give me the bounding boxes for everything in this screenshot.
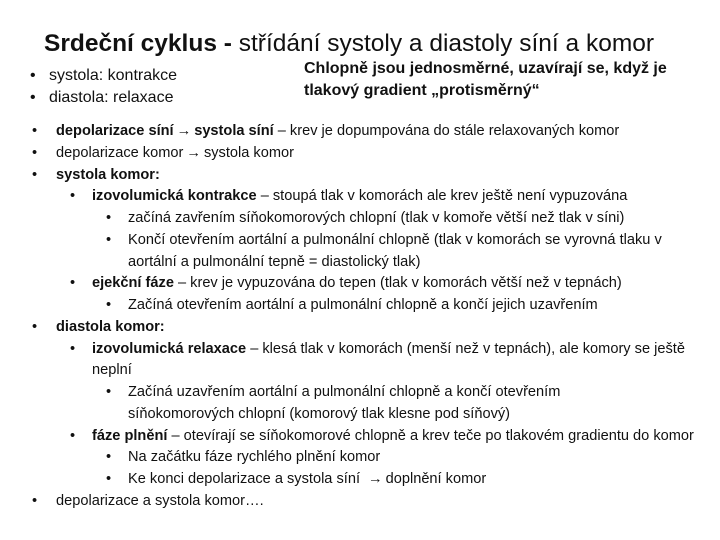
list-item xyxy=(30,87,177,109)
arrow-icon: → xyxy=(186,144,201,161)
bullet: • xyxy=(32,166,38,183)
bullet: • xyxy=(106,297,112,313)
definition-diastole: diastola: relaxace xyxy=(48,89,174,106)
bullet: • xyxy=(32,123,38,139)
bullet: • xyxy=(32,492,38,509)
ventricular-diastole-heading: diastola komor: xyxy=(56,318,165,335)
list-item-text: Ke konci depolarizace a systola síní xyxy=(128,471,361,487)
list-item-text: Končí otevřením aortální a pulmonální chlopně (tlak v komorách se vyrovná tlaku v aortální a pulmonální tepně = diastolický tlak) xyxy=(128,231,662,270)
isovolumic-relaxation: izovolumická relaxace xyxy=(92,340,247,357)
list-item xyxy=(0,339,716,383)
ventricular-depolarization: depolarizace komor xyxy=(56,144,184,161)
list-item xyxy=(0,469,720,491)
bullet: • xyxy=(106,210,112,226)
list-item xyxy=(0,186,720,208)
bullet: • xyxy=(106,384,112,400)
ventricular-systole-heading: systola komor: xyxy=(56,166,160,183)
list-item xyxy=(0,208,720,230)
isovolumic-contraction: izovolumická kontrakce xyxy=(92,188,257,205)
ejection-phase: ejekční fáze xyxy=(92,275,174,292)
systole-diastole-definitions xyxy=(30,65,177,109)
list-item xyxy=(0,165,720,187)
list-item xyxy=(0,143,720,165)
cardiac-cycle-list xyxy=(0,121,720,513)
filling-phase: fáze plnění xyxy=(92,427,168,444)
bullet: • xyxy=(106,231,112,248)
title-bold-part: Srdeční cyklus - xyxy=(44,30,232,57)
isovolumic-contraction-desc: – stoupá tlak v komorách ale krev ještě není vypuzována xyxy=(256,188,628,205)
isovolumic-relaxation-desc: – klesá tlak v komorách (menší než v tepnách), ale komory se ještě neplní xyxy=(92,340,685,379)
list-item xyxy=(0,295,720,317)
bullet: • xyxy=(70,275,76,292)
list-item-text: doplnění komor xyxy=(385,471,487,487)
list-item xyxy=(0,491,720,513)
arrow-icon: → xyxy=(176,123,192,139)
bullet: • xyxy=(32,144,38,161)
bullet: • xyxy=(70,427,76,444)
title-rest: střídání systoly a diastoly síní a komor xyxy=(231,30,655,57)
list-item xyxy=(30,65,177,87)
bullet: • xyxy=(106,471,112,487)
list-item xyxy=(0,230,688,274)
atrial-depolarization: depolarizace síní xyxy=(56,123,174,139)
bullet: • xyxy=(30,89,36,106)
bullet: • xyxy=(30,67,36,84)
atrial-systole: systola síní xyxy=(194,123,274,139)
bullet: • xyxy=(70,188,76,205)
list-item xyxy=(0,382,658,426)
bullet: • xyxy=(32,318,38,335)
list-item xyxy=(0,426,702,448)
list-item-text: Začíná otevřením aortální a pulmonální chlopně a končí jejich uzavřením xyxy=(128,297,598,313)
list-item-text: Na začátku fáze rychlého plnění komor xyxy=(128,449,381,466)
arrow-icon: → xyxy=(368,471,383,487)
ejection-phase-desc: – krev je vypuzována do tepen (tlak v komorách větší než v tepnách) xyxy=(173,275,622,292)
ventricular-systole: systola komor xyxy=(203,144,294,161)
list-item-text: začíná zavřením síňokomorových chlopní (tlak v komoře větší než tlak v síni) xyxy=(128,210,625,226)
slide-title xyxy=(44,26,704,62)
list-item xyxy=(0,121,720,143)
list-item xyxy=(0,273,720,295)
valves-note: Chlopně jsou jednosměrné, uzavírají se, když je tlakový gradient „protisměrný“ xyxy=(304,60,667,99)
list-item-text: Začíná uzavřením aortální a pulmonální chlopně a končí otevřením síňokomorových chlopní (komorový tlak klesne pod síňový) xyxy=(128,384,561,422)
atrial-systole-desc: – krev je dopumpována do stále relaxovaných komor xyxy=(273,123,620,139)
list-item xyxy=(0,317,720,339)
filling-phase-desc: – otevírají se síňokomorové chlopně a krev teče po tlakovém gradientu do komor xyxy=(167,427,694,444)
bullet: • xyxy=(106,449,112,466)
definition-systole: systola: kontrakce xyxy=(48,67,178,84)
list-item xyxy=(0,447,720,469)
list-item-text: depolarizace a systola komor…. xyxy=(56,492,264,509)
bullet: • xyxy=(70,340,76,357)
